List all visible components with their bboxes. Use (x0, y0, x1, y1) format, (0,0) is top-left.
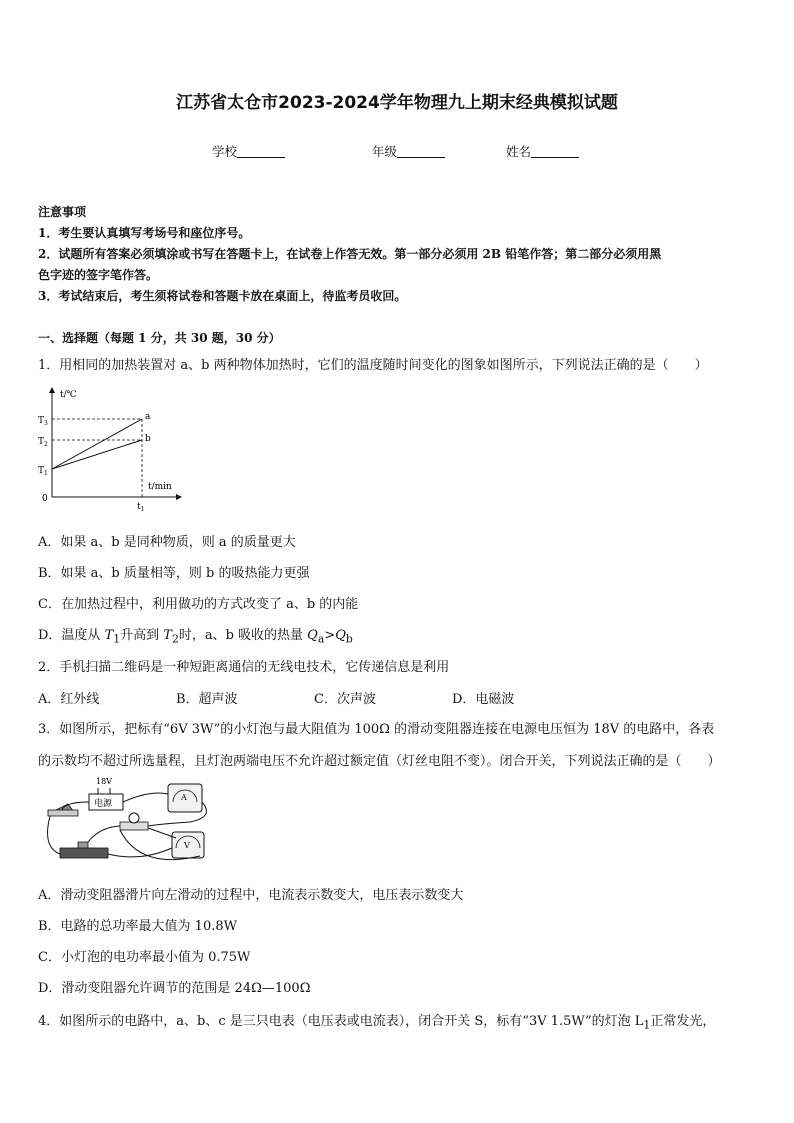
q3-stem-line1: 3．如图所示，把标有“6V 3W”的小灯泡与最大阻值为 100Ω 的滑动变阻器连接在电源电压恒为 18V 的电路中，各表 (38, 722, 715, 737)
q1-option-d: D．温度从 $T_1$升高到 $T_2$时，a、b 吸收的热量 $Q_a>Q_b$ (38, 628, 353, 646)
t2-label: $T_2$ (38, 437, 48, 448)
wire (88, 826, 120, 842)
line-a-label: a (145, 412, 151, 422)
school-field[interactable] (212, 142, 285, 160)
q3-option-a: A．滑动变阻器滑片向左滑动的过程中，电流表示数变大，电压表示数变大 (38, 888, 464, 903)
q4-stem: 4．如图所示的电路中，a、b、c 是三只电表（电压表或电流表），闭合开关 S，标有“3V 1.5W”的灯泡 $L_1$正常发光， (38, 1014, 716, 1032)
q3-option-d: D．滑动变阻器允许调节的范围是 24Ω—100Ω (38, 981, 311, 996)
name-blank[interactable] (531, 145, 579, 158)
notice-item: 色字迹的签字笔作答。 (38, 268, 159, 282)
grade-label: 年级 (372, 144, 398, 159)
notice-item: 3．考试结束后，考生须将试卷和答题卡放在桌面上，待监考员收回。 (38, 289, 407, 303)
power-source-label: 电源 (94, 799, 113, 809)
q2-option-d: D．电磁波 (452, 692, 515, 707)
rheostat-slider (78, 842, 88, 848)
q1-option-c: C．在加热过程中，利用做功的方式改变了 a、b 的内能 (38, 597, 359, 612)
q3-circuit-figure (40, 772, 220, 876)
notice-item: 2．试题所有答案必须填涂或书写在答题卡上，在试卷上作答无效。第一部分必须用 2B 铅笔作答；第二部分必须用黑 (38, 247, 662, 261)
switch-base (48, 810, 78, 816)
wire (48, 816, 60, 854)
rheostat-icon (60, 848, 108, 858)
origin-label: 0 (42, 494, 48, 504)
lamp-bulb-icon (129, 813, 139, 823)
q3-stem-line2: 的示数均不超过所选量程，且灯泡两端电压不允许超过额定值（灯丝电阻不变）。闭合开关，下列说法正确的是（ ） (38, 754, 721, 769)
q1-stem: 1．用相同的加热装置对 a、b 两种物体加热时，它们的温度随时间变化的图象如图所示，下列说法正确的是（ ） (38, 358, 708, 373)
notice-heading: 注意事项 (38, 205, 87, 219)
q3-option-b: B．电路的总功率最大值为 10.8W (38, 919, 237, 934)
name-label: 姓名 (506, 144, 532, 159)
notice-item: 1．考生要认真填写考场号和座位序号。 (38, 226, 251, 240)
q2-stem: 2．手机扫描二维码是一种短距离通信的无线电技术，它传递信息是利用 (38, 660, 450, 675)
t1-label: $T_1$ (38, 466, 48, 477)
q3-option-c: C．小灯泡的电功率最小值为 0.75W (38, 950, 251, 965)
t3-label: $T_3$ (38, 416, 48, 427)
voltmeter-label: V (184, 841, 190, 850)
name-field[interactable] (506, 142, 579, 160)
wire (148, 828, 176, 838)
q1-option-a: A．如果 a、b 是同种物质，则 a 的质量更大 (38, 535, 296, 550)
school-label: 学校 (212, 144, 238, 159)
q2-option-c: C．次声波 (314, 692, 376, 707)
grade-field[interactable] (372, 142, 445, 160)
q2-option-a: A．红外线 (38, 692, 100, 707)
y-axis-label: t/℃ (60, 390, 77, 400)
section-heading: 一、选择题（每题 1 分，共 30 题，30 分） (38, 331, 281, 345)
wire (123, 793, 168, 802)
ammeter-label: A (181, 793, 187, 802)
voltage-label: 18V (96, 777, 112, 786)
q1-option-b: B．如果 a、b 质量相等，则 b 的吸热能力更强 (38, 566, 310, 581)
grade-blank[interactable] (397, 145, 445, 158)
school-blank[interactable] (237, 145, 285, 158)
time-t1-label: $t_1$ (137, 502, 145, 513)
line-b-label: b (145, 434, 151, 444)
x-axis-label: t/min (148, 482, 172, 492)
q1-temperature-graph (34, 385, 194, 515)
q2-option-b: B．超声波 (176, 692, 238, 707)
page-title: 江苏省太仓市2023-2024学年物理九上期末经典模拟试题 (176, 93, 618, 113)
